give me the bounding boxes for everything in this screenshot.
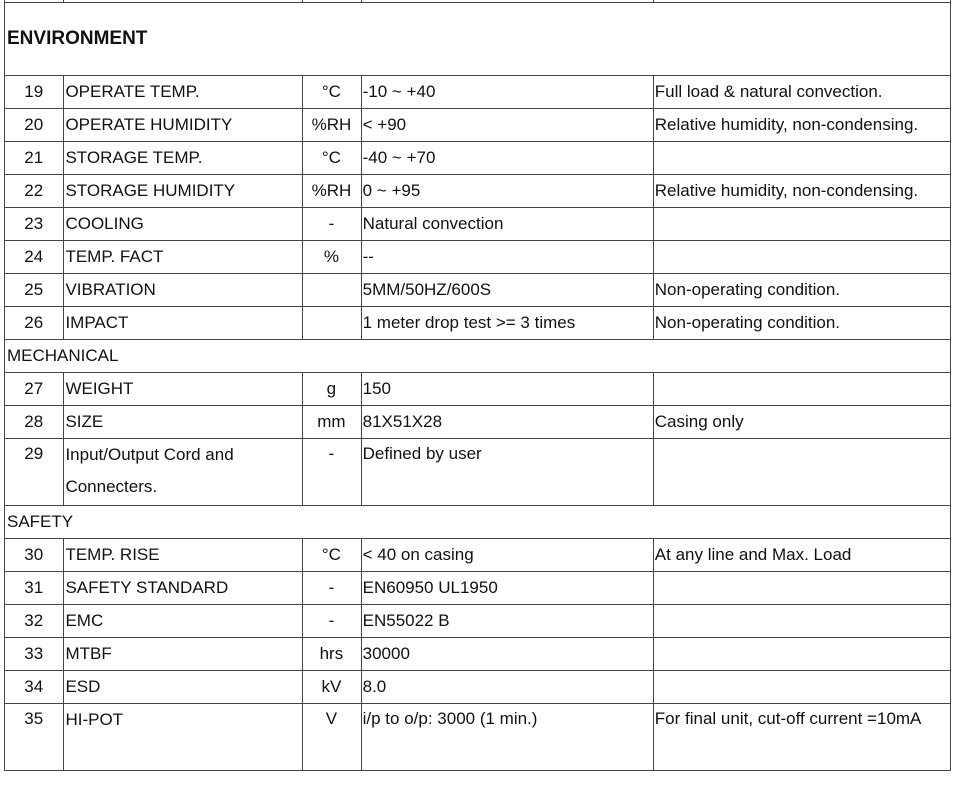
note-cell (653, 604, 950, 637)
note-cell: Non-operating condition. (653, 306, 950, 339)
spec-value: i/p to o/p: 3000 (1 min.) (361, 703, 653, 770)
row-number: 31 (5, 571, 64, 604)
spec-value: < 40 on casing (361, 538, 653, 571)
spec-value: -40 ~ +70 (361, 141, 653, 174)
table-row (5, 571, 951, 604)
row-number: 29 (5, 438, 64, 505)
note-cell: Non-operating condition. (653, 273, 950, 306)
spec-value: 1 meter drop test >= 3 times (361, 306, 653, 339)
row-number: 30 (5, 538, 64, 571)
row-number: 26 (5, 306, 64, 339)
item-name: STORAGE TEMP. (64, 141, 303, 174)
spec-table (4, 0, 951, 771)
row-number: 19 (5, 75, 64, 108)
row-number: 24 (5, 240, 64, 273)
section-header-mechanical (5, 339, 951, 372)
row-number: 22 (5, 174, 64, 207)
row-number: 28 (5, 405, 64, 438)
spec-value: 150 (361, 372, 653, 405)
table-row (5, 108, 951, 141)
spec-value: 0 ~ +95 (361, 174, 653, 207)
section-title: MECHANICAL (5, 339, 951, 372)
row-number: 33 (5, 637, 64, 670)
unit-cell: - (303, 438, 361, 505)
note-cell: Full load & natural convection. (653, 75, 950, 108)
note-cell: Casing only (653, 405, 950, 438)
unit-cell: % (303, 240, 361, 273)
spec-value: 81X51X28 (361, 405, 653, 438)
table-row (5, 405, 951, 438)
row-number: 20 (5, 108, 64, 141)
spec-value: EN55022 B (361, 604, 653, 637)
environment-rows (5, 75, 951, 339)
spec-value: 8.0 (361, 670, 653, 703)
table-row (5, 240, 951, 273)
spec-sheet (4, 0, 951, 771)
item-name: EMC (64, 604, 303, 637)
section-header-environment (5, 2, 951, 75)
note-cell: Relative humidity, non-condensing. (653, 174, 950, 207)
unit-cell: kV (303, 670, 361, 703)
item-name: OPERATE TEMP. (64, 75, 303, 108)
unit-cell: °C (303, 75, 361, 108)
item-name: IMPACT (64, 306, 303, 339)
item-name: TEMP. RISE (64, 538, 303, 571)
note-cell (653, 637, 950, 670)
note-cell (653, 438, 950, 505)
unit-cell: hrs (303, 637, 361, 670)
note-cell (653, 571, 950, 604)
section-title: ENVIRONMENT (5, 2, 951, 75)
item-name: ESD (64, 670, 303, 703)
item-name: SAFETY STANDARD (64, 571, 303, 604)
note-cell (653, 372, 950, 405)
table-row (5, 141, 951, 174)
note-cell: At any line and Max. Load (653, 538, 950, 571)
unit-cell: mm (303, 405, 361, 438)
item-name: HI-POT (64, 703, 303, 770)
spec-value: EN60950 UL1950 (361, 571, 653, 604)
table-row (5, 75, 951, 108)
table-row (5, 538, 951, 571)
spec-value: 30000 (361, 637, 653, 670)
row-number: 23 (5, 207, 64, 240)
row-number: 35 (5, 703, 64, 770)
spec-value: -- (361, 240, 653, 273)
item-name: SIZE (64, 405, 303, 438)
safety-rows (5, 538, 951, 770)
spec-value: -10 ~ +40 (361, 75, 653, 108)
row-number: 27 (5, 372, 64, 405)
section-title: SAFETY (5, 505, 951, 538)
table-row (5, 273, 951, 306)
unit-cell: °C (303, 538, 361, 571)
unit-cell: g (303, 372, 361, 405)
row-number: 32 (5, 604, 64, 637)
unit-cell: - (303, 571, 361, 604)
unit-cell: %RH (303, 174, 361, 207)
row-number: 25 (5, 273, 64, 306)
row-number: 21 (5, 141, 64, 174)
unit-cell: °C (303, 141, 361, 174)
table-row (5, 637, 951, 670)
unit-cell: - (303, 207, 361, 240)
table-row (5, 438, 951, 505)
note-cell (653, 207, 950, 240)
spec-value: Defined by user (361, 438, 653, 505)
item-name: STORAGE HUMIDITY (64, 174, 303, 207)
item-name: MTBF (64, 637, 303, 670)
unit-cell: %RH (303, 108, 361, 141)
note-cell (653, 240, 950, 273)
mechanical-rows (5, 372, 951, 505)
table-row (5, 306, 951, 339)
table-row (5, 207, 951, 240)
item-name: Input/Output Cord and Connecters. (64, 438, 303, 505)
table-row (5, 670, 951, 703)
spec-value: Natural convection (361, 207, 653, 240)
table-row (5, 703, 951, 770)
row-number: 34 (5, 670, 64, 703)
table-row (5, 372, 951, 405)
table-row (5, 174, 951, 207)
note-cell (653, 141, 950, 174)
unit-cell (303, 273, 361, 306)
unit-cell (303, 306, 361, 339)
item-name: TEMP. FACT (64, 240, 303, 273)
unit-cell: - (303, 604, 361, 637)
item-name: COOLING (64, 207, 303, 240)
item-name: WEIGHT (64, 372, 303, 405)
note-cell: For final unit, cut-off current =10mA (653, 703, 950, 770)
spec-value: 5MM/50HZ/600S (361, 273, 653, 306)
unit-cell: V (303, 703, 361, 770)
note-cell: Relative humidity, non-condensing. (653, 108, 950, 141)
item-name: VIBRATION (64, 273, 303, 306)
section-header-safety (5, 505, 951, 538)
spec-value: < +90 (361, 108, 653, 141)
table-row (5, 604, 951, 637)
item-name: OPERATE HUMIDITY (64, 108, 303, 141)
note-cell (653, 670, 950, 703)
